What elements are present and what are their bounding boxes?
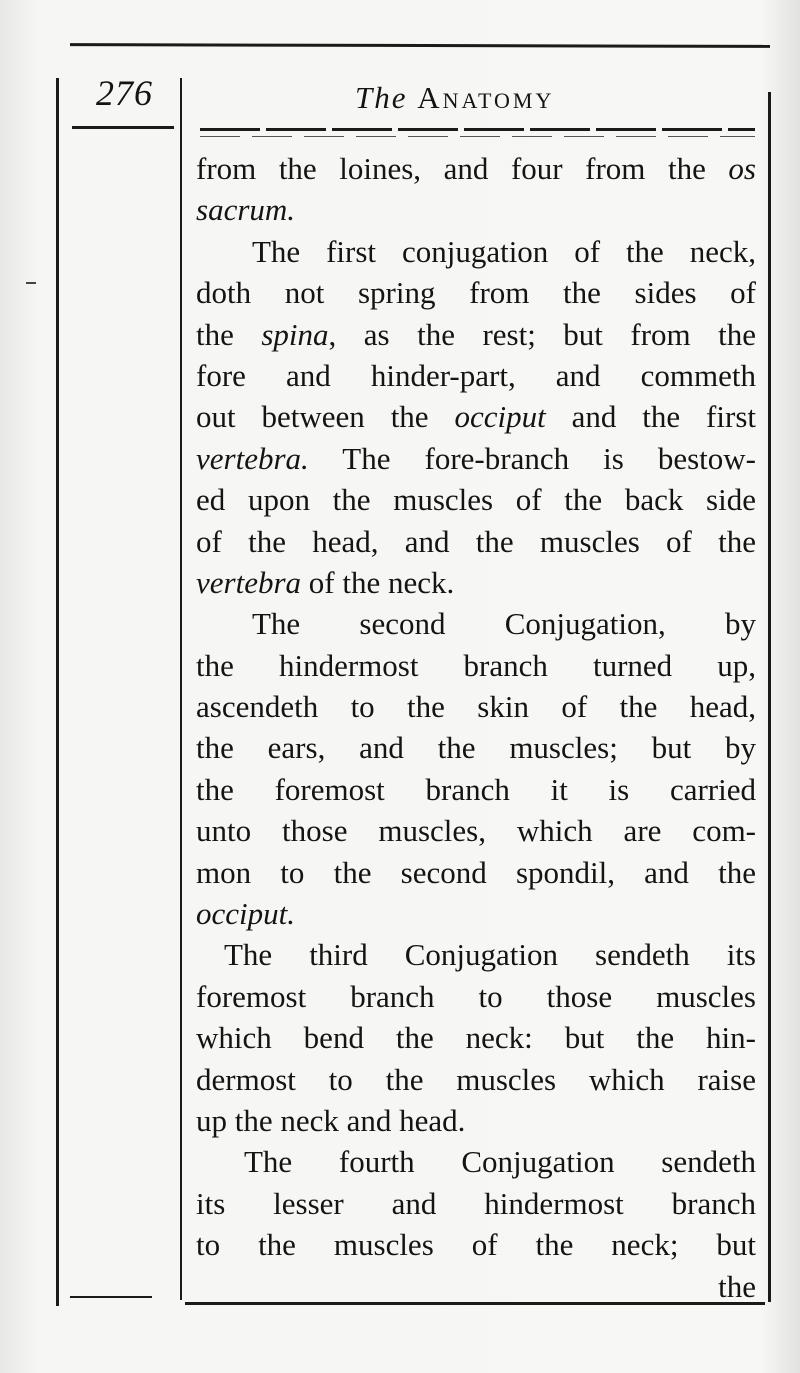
- text-line: [196, 934, 756, 975]
- text-segment: from the loines, and four from the: [196, 151, 729, 186]
- frame-right-rule: [768, 92, 771, 1302]
- text-segment: the ears, and the muscles; but by: [196, 730, 756, 766]
- running-head-title: Anatomy: [417, 80, 555, 115]
- text-line: [196, 148, 756, 189]
- text-segment: of the neck.: [301, 564, 455, 600]
- text-segment: ascendeth to the skin of the head,: [196, 689, 756, 725]
- header-rule-secondary: [200, 136, 755, 137]
- text-line: [196, 438, 756, 479]
- text-segment: doth not spring from the sides of: [196, 275, 756, 311]
- margin-head-rule: [72, 126, 174, 129]
- text-line: [196, 521, 756, 562]
- italic-term: os: [728, 151, 756, 186]
- text-line: [196, 852, 756, 893]
- text-line: [196, 479, 756, 520]
- text-segment: The first conjugation of the neck,: [252, 233, 756, 269]
- text-segment: the hindermost branch turned up,: [196, 647, 756, 683]
- text-line: [196, 1059, 756, 1100]
- text-segment: The fore-branch is bestow-: [308, 440, 756, 476]
- text-line: [196, 1183, 756, 1224]
- text-line: [196, 686, 756, 727]
- text-segment: , as the rest; but from the: [328, 316, 757, 352]
- text-line: [196, 189, 756, 230]
- text-segment: which bend the neck: but the hin-: [196, 1020, 756, 1056]
- text-segment: The second Conjugation, by: [252, 606, 756, 642]
- italic-term: occiput: [454, 399, 546, 435]
- text-line: [196, 272, 756, 313]
- text-line: [196, 645, 756, 686]
- text-line: [196, 562, 756, 603]
- text-line: [196, 976, 756, 1017]
- text-line: [196, 355, 756, 396]
- running-head-article: The: [355, 80, 408, 115]
- text-line: [196, 1224, 756, 1265]
- text-segment: of the head, and the muscles of the: [196, 523, 756, 559]
- text-segment: unto those muscles, which are com-: [196, 813, 756, 849]
- text-segment: ed upon the muscles of the back side: [196, 482, 756, 518]
- text-segment: dermost to the muscles which raise: [196, 1061, 756, 1097]
- catchword: the: [718, 1268, 756, 1304]
- italic-term: occiput.: [196, 896, 295, 932]
- text-segment: out between the: [196, 399, 455, 435]
- text-segment: mon to the second spondil, and the: [196, 854, 756, 890]
- text-line: [196, 893, 756, 934]
- text-line: [196, 1100, 756, 1141]
- text-segment: foremost branch to those muscles: [196, 978, 756, 1014]
- frame-top-rule: [70, 43, 770, 48]
- text-segment: The fourth Conjugation sendeth: [244, 1144, 756, 1180]
- text-segment: The third Conjugation sendeth its: [224, 937, 756, 973]
- text-line: [196, 396, 756, 437]
- frame-left-outer-rule: [56, 78, 59, 1306]
- text-line: [196, 769, 756, 810]
- text-segment: its lesser and hindermost branch: [196, 1185, 756, 1221]
- italic-term: vertebra.: [196, 440, 309, 476]
- text-line: [196, 727, 756, 768]
- text-segment: to the muscles of the neck; but: [196, 1227, 756, 1263]
- text-line: [196, 231, 756, 272]
- margin-mark: [26, 282, 36, 284]
- margin-bottom-rule: [70, 1296, 152, 1298]
- text-segment: and the first: [545, 399, 756, 435]
- page-number: 276: [96, 73, 153, 113]
- text-segment: the foremost branch it is carried: [196, 771, 756, 807]
- body-text: [196, 148, 756, 1307]
- italic-term: sacrum.: [196, 192, 296, 228]
- italic-term: spina: [261, 316, 329, 352]
- text-line: [196, 1017, 756, 1058]
- running-head: [355, 80, 554, 116]
- text-line: [196, 1141, 756, 1182]
- text-segment: the: [196, 316, 262, 352]
- text-line: [196, 314, 756, 355]
- text-line: [196, 810, 756, 851]
- header-rule: [200, 128, 755, 131]
- text-segment: up the neck and head.: [196, 1102, 466, 1138]
- text-line: [196, 603, 756, 644]
- text-segment: fore and hinder-part, and commeth: [196, 357, 756, 393]
- frame-left-inner-rule: [180, 78, 182, 1300]
- italic-term: vertebra: [196, 564, 302, 600]
